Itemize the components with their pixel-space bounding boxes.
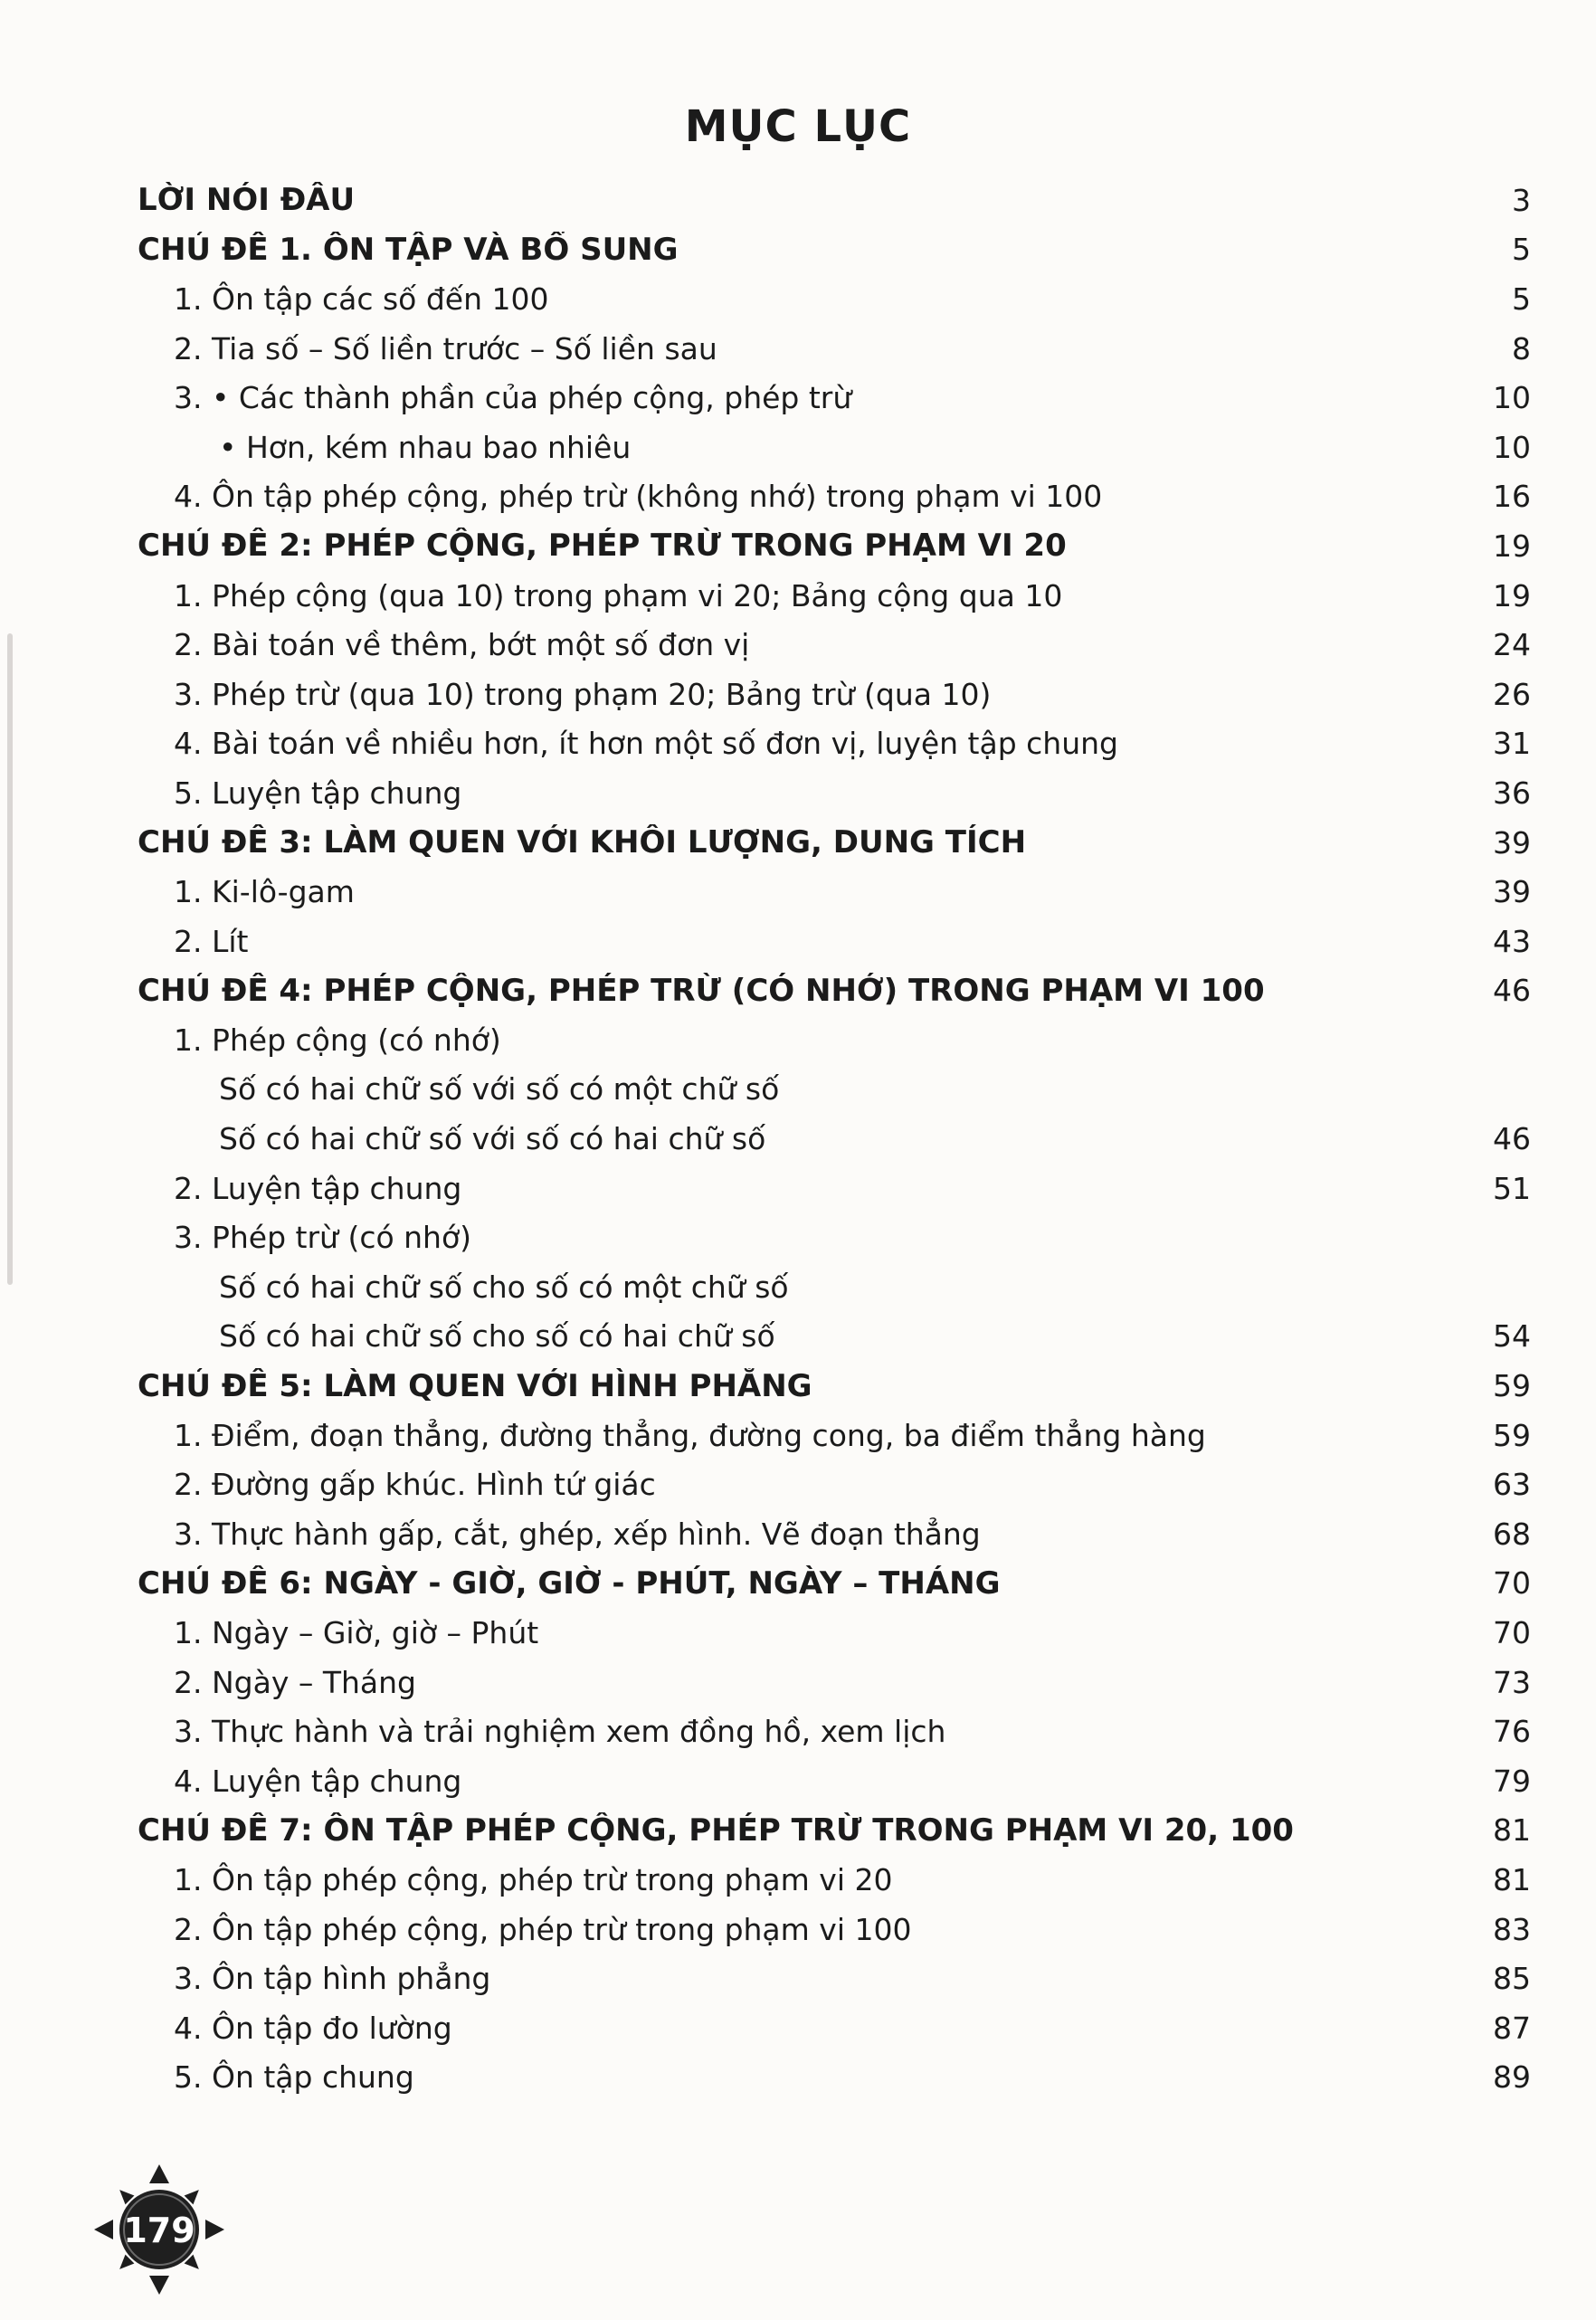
page-number-badge (89, 2159, 230, 2300)
toc-entry-page: 43 (1493, 923, 1531, 959)
toc-entry-page: 70 (1493, 1615, 1531, 1651)
toc-entry-page: 46 (1493, 1121, 1531, 1157)
toc-entry-page: 54 (1493, 1318, 1531, 1355)
toc-entry (138, 1806, 1531, 1856)
toc-entry-label: 1. Ngày – Giờ, giờ – Phút (174, 1615, 539, 1651)
toc-entry-label: Số có hai chữ số cho số có hai chữ số (219, 1318, 775, 1355)
toc-entry (138, 1509, 1531, 1559)
toc-entry (138, 620, 1531, 670)
toc-entry (138, 1460, 1531, 1509)
toc-entry-page: 46 (1493, 973, 1531, 1009)
toc-entry-page: 8 (1512, 330, 1531, 366)
toc-entry (138, 719, 1531, 769)
toc-entry-label: 1. Phép cộng (qua 10) trong phạm vi 20; Bảng cộng qua 10 (174, 577, 1063, 613)
toc-entry-page: 19 (1493, 528, 1531, 564)
toc-entry (138, 472, 1531, 522)
toc-entry-label: CHỦ ĐỀ 4: PHÉP CỘNG, PHÉP TRỪ (CÓ NHỚ) TRONG PHẠM VI 100 (138, 972, 1265, 1009)
toc-entry-label: CHỦ ĐỀ 7: ÔN TẬP PHÉP CỘNG, PHÉP TRỪ TRONG PHẠM VI 20, 100 (138, 1811, 1294, 1849)
toc-entry (138, 423, 1531, 472)
toc-entry (138, 1658, 1531, 1707)
page-number-text: 179 (123, 2211, 195, 2250)
toc-entry (138, 373, 1531, 423)
toc-entry-label: CHỦ ĐỀ 2: PHÉP CỘNG, PHÉP TRỪ TRONG PHẠM VI 20 (138, 528, 1067, 565)
scan-artifact-line (7, 633, 13, 1285)
toc-entry (138, 1262, 1531, 1312)
toc-entry-page: 31 (1493, 726, 1531, 762)
toc-entry-label: 2. Luyện tập chung (174, 1170, 462, 1206)
toc-entry (138, 1065, 1531, 1115)
toc-entry-page: 87 (1493, 2010, 1531, 2046)
toc-entry-label: CHỦ ĐỀ 3: LÀM QUEN VỚI KHỐI LƯỢNG, DUNG TÍCH (138, 824, 1027, 861)
toc-entry (138, 1411, 1531, 1460)
toc-entry-label: 3. Thực hành và trải nghiệm xem đồng hồ, xem lịch (174, 1714, 946, 1750)
toc-entry-label: Số có hai chữ số với số có một chữ số (219, 1071, 780, 1108)
sunburst-icon (89, 2159, 230, 2300)
toc-entry-page: 5 (1512, 232, 1531, 268)
toc-entry (138, 1559, 1531, 1609)
toc-entry-page: 16 (1493, 479, 1531, 515)
toc-entry (138, 2003, 1531, 2053)
toc-entry-label: CHỦ ĐỀ 6: NGÀY - GIỜ, GIỜ - PHÚT, NGÀY – THÁNG (138, 1564, 1001, 1602)
toc-entry-label: 3. Thực hành gấp, cắt, ghép, xếp hình. Vẽ đoạn thẳng (174, 1516, 981, 1552)
toc-entry-page: 5 (1512, 280, 1531, 317)
toc-entry (138, 1905, 1531, 1954)
toc-entry (138, 966, 1531, 1016)
toc-entry-page: 10 (1493, 429, 1531, 465)
toc-entry (138, 1212, 1531, 1262)
toc-entry-label: 2. Ôn tập phép cộng, phép trừ trong phạm vi 100 (174, 1911, 912, 1947)
toc-entry (138, 521, 1531, 571)
toc-entry-label: 4. Ôn tập phép cộng, phép trừ (không nhớ) trong phạm vi 100 (174, 479, 1103, 515)
toc-entry (138, 1954, 1531, 2003)
toc-entry-label: 5. Luyện tập chung (174, 775, 462, 811)
toc-entry (138, 324, 1531, 374)
toc-entry-page: 59 (1493, 1417, 1531, 1453)
toc-entry (138, 571, 1531, 621)
toc-entry-page: 26 (1493, 676, 1531, 712)
toc-entry-label: CHỦ ĐỀ 5: LÀM QUEN VỚI HÌNH PHẲNG (138, 1367, 812, 1404)
toc-entry (138, 818, 1531, 868)
toc-entry-page: 24 (1493, 627, 1531, 663)
toc-entry-page: 73 (1493, 1664, 1531, 1700)
toc-entry (138, 176, 1531, 225)
toc-entry-label: 3. Ôn tập hình phẳng (174, 1961, 491, 1997)
toc-entry (138, 670, 1531, 719)
toc-entry (138, 867, 1531, 917)
toc-entry-label: 4. Bài toán về nhiều hơn, ít hơn một số đơn vị, luyện tập chung (174, 726, 1118, 762)
toc-entry-page: 3 (1512, 182, 1531, 218)
toc-entry-page: 36 (1493, 775, 1531, 811)
toc-entry (138, 1756, 1531, 1806)
toc-entry (138, 1707, 1531, 1756)
toc-entry (138, 1608, 1531, 1658)
toc-entry-page: 63 (1493, 1467, 1531, 1503)
toc-entry-label: 5. Ôn tập chung (174, 2059, 414, 2096)
toc-entry-label: 1. Ôn tập các số đến 100 (174, 280, 549, 317)
toc-entry-label: 2. Lít (174, 923, 249, 959)
toc-entry-page: 68 (1493, 1516, 1531, 1552)
toc-entry-page: 39 (1493, 874, 1531, 910)
toc-entry-label: 1. Điểm, đoạn thẳng, đường thẳng, đường cong, ba điểm thẳng hàng (174, 1417, 1206, 1453)
toc-entry (138, 2053, 1531, 2103)
toc-entry-label: Số có hai chữ số cho số có một chữ số (219, 1269, 789, 1305)
toc-entry-page: 59 (1493, 1368, 1531, 1404)
toc-entry (138, 1015, 1531, 1065)
toc-entry-label: 2. Ngày – Tháng (174, 1664, 416, 1700)
toc-entry-label: 2. Tia số – Số liền trước – Số liền sau (174, 330, 717, 366)
toc-entry-page: 81 (1493, 1861, 1531, 1897)
toc-entry (138, 225, 1531, 275)
toc-entry (138, 768, 1531, 818)
toc-entry-label: 1. Ki-lô-gam (174, 874, 355, 910)
toc-entry-label: 2. Đường gấp khúc. Hình tứ giác (174, 1467, 656, 1503)
toc-entry-page: 51 (1493, 1170, 1531, 1206)
toc-entry-label: CHỦ ĐỀ 1. ÔN TẬP VÀ BỔ SUNG (138, 231, 679, 268)
toc-entry (138, 1114, 1531, 1164)
page-title: MỤC LỤC (684, 101, 912, 152)
toc-entry (138, 917, 1531, 966)
toc-entry (138, 1361, 1531, 1411)
toc-entry-page: 83 (1493, 1911, 1531, 1947)
toc-entry-label: Số có hai chữ số với số có hai chữ số (219, 1121, 766, 1157)
toc-entry-label: 3. • Các thành phần của phép cộng, phép trừ (174, 380, 852, 416)
toc-entry-page: 81 (1493, 1812, 1531, 1849)
toc-entry-page: 89 (1493, 2059, 1531, 2096)
toc-entry-label: 2. Bài toán về thêm, bớt một số đơn vị (174, 627, 750, 663)
toc-entry-page: 85 (1493, 1961, 1531, 1997)
toc-entry (138, 274, 1531, 324)
toc-entry-page: 76 (1493, 1714, 1531, 1750)
toc-entry-page: 39 (1493, 824, 1531, 860)
toc-entry-label: 3. Phép trừ (có nhớ) (174, 1220, 472, 1256)
toc-entry-label: • Hơn, kém nhau bao nhiêu (219, 429, 632, 465)
toc-entry-label: 1. Phép cộng (có nhớ) (174, 1022, 501, 1058)
toc-entry (138, 1312, 1531, 1362)
toc-entry-label: 1. Ôn tập phép cộng, phép trừ trong phạm vi 20 (174, 1861, 893, 1897)
toc-entry-label: 4. Luyện tập chung (174, 1763, 462, 1799)
toc-entry-page: 10 (1493, 380, 1531, 416)
toc-entry (138, 1164, 1531, 1213)
toc-entry-label: LỜI NÓI ĐẦU (138, 182, 356, 219)
toc-entry-page: 19 (1493, 577, 1531, 613)
toc-entry-label: 3. Phép trừ (qua 10) trong phạm 20; Bảng trừ (qua 10) (174, 676, 992, 712)
toc-list (138, 176, 1531, 2102)
toc-entry-page: 79 (1493, 1763, 1531, 1799)
toc-entry-label: 4. Ôn tập đo lường (174, 2010, 452, 2046)
toc-entry (138, 1855, 1531, 1905)
toc-entry-page: 70 (1493, 1565, 1531, 1602)
